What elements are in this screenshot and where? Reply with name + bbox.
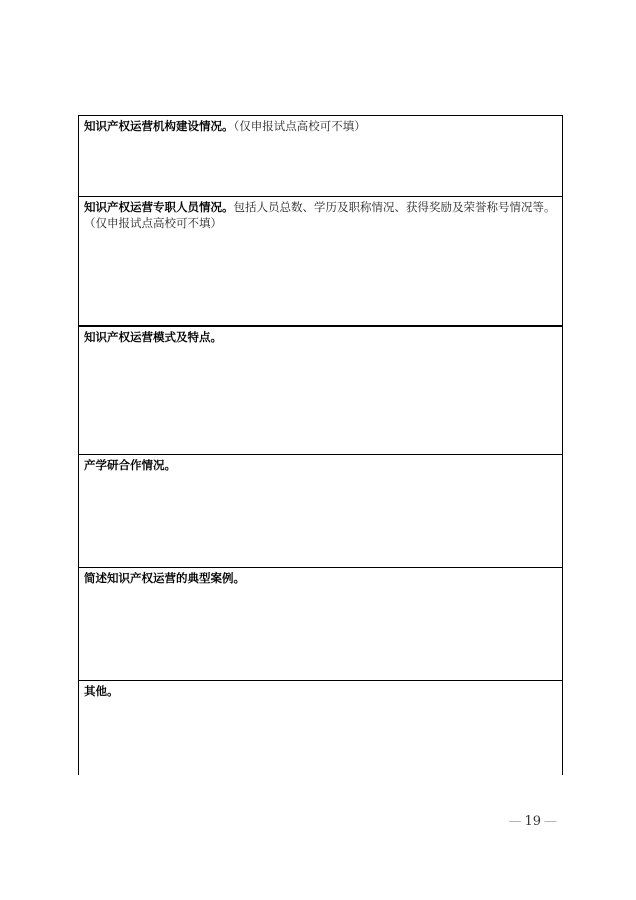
page-number-value: 19 [524, 814, 541, 829]
section-heading: 知识产权运营专职人员情况。 [84, 200, 234, 214]
section-operation-mode[interactable] [79, 326, 562, 455]
section-industry-cooperation[interactable] [79, 455, 562, 568]
section-other[interactable] [79, 681, 562, 776]
section-operation-staff[interactable] [79, 197, 562, 326]
section-note: 包括人员总数、学历及职称情况、获得奖励及荣誉称号情况等。（仅申报试点高校可不填） [84, 200, 556, 230]
section-heading: 知识产权运营模式及特点。 [84, 330, 222, 344]
page-dash-right: — [544, 814, 557, 829]
page-number [500, 814, 560, 829]
section-typical-cases[interactable] [79, 568, 562, 681]
section-note: （仅申报试点高校可不填） [233, 119, 366, 133]
section-operation-institution[interactable] [79, 116, 562, 197]
form-table [78, 115, 563, 775]
section-heading: 简述知识产权运营的典型案例。 [84, 571, 245, 585]
section-heading: 知识产权运营机构建设情况。 [84, 119, 234, 133]
page-dash-left: — [508, 814, 522, 829]
section-heading: 产学研合作情况。 [84, 458, 176, 472]
section-heading: 其他。 [84, 684, 119, 698]
